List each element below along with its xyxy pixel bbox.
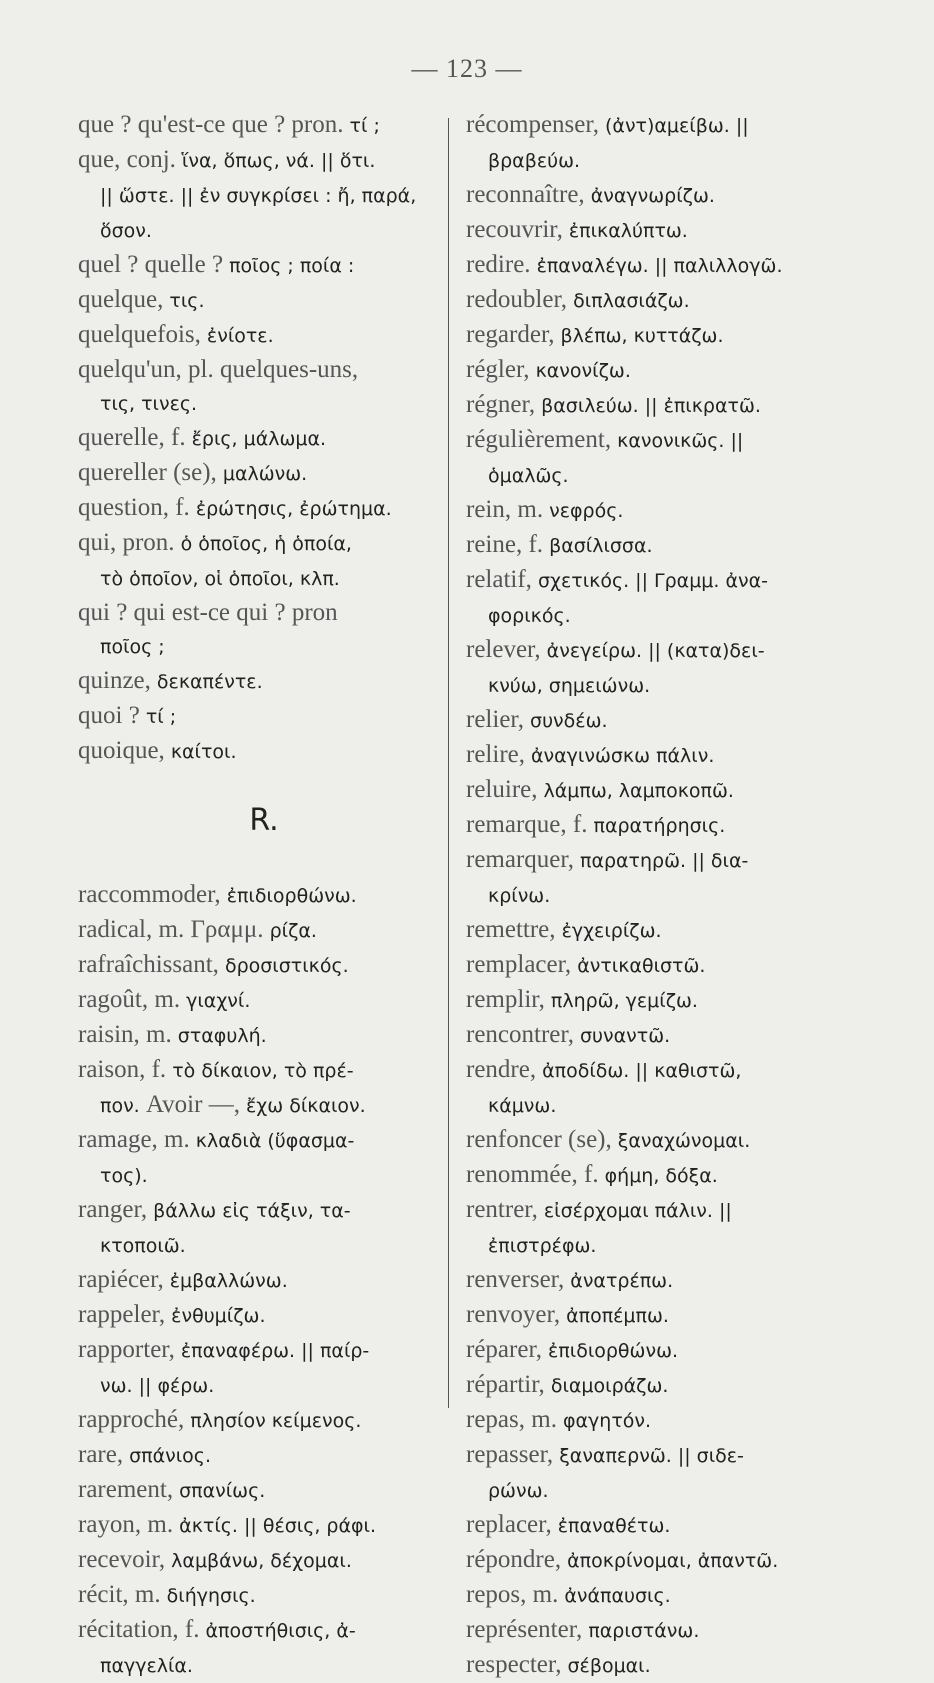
dictionary-entry	[78, 1473, 430, 1508]
entry-continuation	[466, 458, 866, 493]
entry-headword: ragoût, m.	[78, 986, 181, 1013]
entry-translation: ἐμβαλλώνω.	[163, 1270, 288, 1292]
dictionary-entry	[466, 1263, 866, 1298]
entry-headword: qui, pron.	[78, 529, 175, 556]
entry-translation: κλαδιὰ (ὕφασμα-	[189, 1130, 355, 1152]
entry-headword: renommée, f.	[466, 1161, 599, 1188]
dictionary-entry	[466, 1613, 866, 1648]
dictionary-entry	[78, 1298, 430, 1333]
entry-continuation	[78, 178, 430, 248]
dictionary-entry	[466, 423, 866, 493]
dictionary-entry	[78, 1543, 430, 1578]
entry-headword: récitation, f.	[78, 1616, 200, 1643]
dictionary-entry	[78, 596, 430, 664]
entry-translation: παρατηρῶ. || δια-	[573, 850, 749, 872]
entry-translation: λαμβάνω, δέχομαι.	[165, 1550, 352, 1572]
entry-translation: πληρῶ, γεμίζω.	[544, 990, 698, 1012]
entry-headword: rentrer,	[466, 1196, 538, 1223]
entry-headword: ramage, m.	[78, 1126, 190, 1153]
dictionary-entry	[78, 526, 430, 596]
entry-headword: quoi ?	[78, 702, 140, 729]
entry-headword: quelque,	[78, 286, 164, 313]
entry-translation: βάλλω εἰς τάξιν, τα-	[147, 1200, 351, 1222]
entry-headword: récit, m.	[78, 1581, 161, 1608]
entry-headword: qui ? qui est-ce qui ? pron	[78, 599, 338, 626]
dictionary-entry	[466, 1123, 866, 1158]
entry-translation: ἀντικαθιστῶ.	[571, 955, 706, 977]
entry-headword: régulièrement,	[466, 426, 612, 453]
entry-headword: répondre,	[466, 1546, 562, 1573]
entry-translation: ἐπιδιορθώνω.	[220, 885, 357, 907]
entry-headword: replacer,	[466, 1511, 552, 1538]
entry-translation-cont: κρίνω.	[488, 885, 551, 907]
entry-translation: βασίλισσα.	[543, 535, 653, 557]
entry-translation-cont: ρώνω.	[488, 1480, 549, 1502]
entry-headword: rencontrer,	[466, 1021, 574, 1048]
entry-headword: remettre,	[466, 916, 556, 943]
entry-translation-cont: ποῖος ;	[100, 636, 165, 658]
entry-translation: δροσιστικός.	[218, 955, 349, 977]
dictionary-entry	[466, 493, 866, 528]
dictionary-entry	[466, 283, 866, 318]
entry-continuation	[78, 561, 430, 596]
entry-translation-cont: ἐπιστρέφω.	[488, 1235, 597, 1257]
entry-continuation	[78, 1158, 430, 1193]
dictionary-entry	[466, 703, 866, 738]
entry-headword: repas, m.	[466, 1406, 557, 1433]
dictionary-entry	[78, 1578, 430, 1613]
left-column	[78, 108, 430, 1683]
entry-headword: quereller (se),	[78, 459, 217, 486]
dictionary-entry	[466, 1543, 866, 1578]
dictionary-entry	[78, 1193, 430, 1263]
entry-headword: récompenser,	[466, 111, 599, 138]
entry-translation: φαγητόν.	[556, 1410, 652, 1432]
dictionary-entry	[466, 108, 866, 178]
entry-headword: quel ? quelle ?	[78, 251, 224, 278]
entry-headword: rayon, m.	[78, 1511, 174, 1538]
right-column	[466, 108, 866, 1683]
entry-headword: raccommoder,	[78, 881, 221, 908]
entry-continuation	[466, 1228, 866, 1263]
entry-translation: κανονικῶς. ||	[611, 430, 744, 452]
entry-translation: ἀποπέμπω.	[560, 1305, 669, 1327]
dictionary-entry	[78, 1613, 430, 1683]
section-letter: R.	[249, 803, 279, 838]
entry-translation-cont: || ὥστε. || ἐν συγκρίσει : ἤ, παρά, ὅσον.	[100, 185, 417, 242]
entry-translation: σέβομαι.	[561, 1655, 651, 1677]
dictionary-entry	[466, 913, 866, 948]
dictionary-entry	[466, 178, 866, 213]
entry-headword: recevoir,	[78, 1546, 166, 1573]
entry-translation: τὸ δίκαιον, τὸ πρέ-	[166, 1060, 354, 1082]
entry-continuation	[78, 1228, 430, 1263]
entry-translation: ἐνθυμίζω.	[165, 1305, 266, 1327]
dictionary-entry	[466, 213, 866, 248]
dictionary-entry	[78, 108, 430, 143]
entry-headword: réparer,	[466, 1336, 543, 1363]
entry-headword: raisin, m.	[78, 1021, 172, 1048]
dictionary-entry	[78, 1333, 430, 1403]
entry-translation: σπάνιος.	[123, 1445, 211, 1467]
entry-headword: respecter,	[466, 1651, 562, 1678]
entry-translation: τις.	[163, 290, 205, 312]
r-entries	[78, 878, 430, 1683]
dictionary-entry	[78, 878, 430, 913]
entry-translation: συνδέω.	[523, 710, 608, 732]
dictionary-entry	[78, 283, 430, 318]
entry-headword: répartir,	[466, 1371, 545, 1398]
entry-translation: ἀνατρέπω.	[564, 1270, 674, 1292]
entry-translation: νεφρός.	[543, 500, 624, 522]
dictionary-entry	[78, 699, 430, 734]
dictionary-entry	[466, 528, 866, 563]
entry-headword: que ? qu'est-ce que ? pron.	[78, 111, 344, 138]
entry-translation: διαμοιράζω.	[544, 1375, 669, 1397]
dictionary-entry	[466, 1053, 866, 1123]
entry-continuation	[466, 1088, 866, 1123]
entry-headword: relier,	[466, 706, 524, 733]
entry-translation: (ἀντ)αμείβω. ||	[598, 115, 749, 137]
entry-translation-cont: κάμνω.	[488, 1095, 557, 1117]
dictionary-entry	[466, 353, 866, 388]
entry-translation-cont: τὸ ὁποῖον, οἱ ὁποῖοι, κλπ.	[100, 568, 340, 590]
entry-phrase: Avoir —,	[139, 1091, 240, 1118]
entry-translation: ἀκτίς. || θέσις, ράφι.	[173, 1515, 377, 1537]
entry-headword: relatif,	[466, 566, 532, 593]
entry-phrase-translation: ἔχω δίκαιον.	[239, 1095, 366, 1117]
entry-translation: ἐρώτησις, ἐρώτημα.	[189, 498, 392, 520]
dictionary-entry	[466, 1298, 866, 1333]
dictionary-entry	[78, 1438, 430, 1473]
entry-translation: ἐπικαλύπτω.	[562, 220, 688, 242]
dictionary-entry	[466, 738, 866, 773]
entry-headword: querelle, f.	[78, 424, 186, 451]
entry-headword: question, f.	[78, 494, 190, 521]
dictionary-entry	[466, 1403, 866, 1438]
dictionary-entry	[78, 1403, 430, 1438]
entry-headword: renvoyer,	[466, 1301, 561, 1328]
entry-continuation	[466, 143, 866, 178]
entry-translation: διήγησις.	[160, 1585, 256, 1607]
dictionary-entry	[466, 1333, 866, 1368]
entry-translation: λάμπω, λαμποκοπῶ.	[537, 780, 734, 802]
entry-translation: ἐπιδιορθώνω.	[542, 1340, 679, 1362]
dictionary-entry	[466, 633, 866, 703]
entry-translation: ἐγχειρίζω.	[555, 920, 662, 942]
entry-headword: rein, m.	[466, 496, 544, 523]
dictionary-entry	[466, 1508, 866, 1543]
r-entries-continued	[466, 108, 866, 1683]
entry-translation: γιαχνί.	[180, 990, 251, 1012]
entry-headword: rendre,	[466, 1056, 537, 1083]
dictionary-entry	[466, 773, 866, 808]
dictionary-entry	[78, 913, 430, 948]
dictionary-entry	[466, 1193, 866, 1263]
dictionary-entry	[466, 1018, 866, 1053]
entry-translation: σπανίως.	[173, 1480, 266, 1502]
entry-translation: ξαναπερνῶ. || σιδε-	[553, 1445, 744, 1467]
entry-headword: remplacer,	[466, 951, 572, 978]
entry-continuation	[466, 598, 866, 633]
entry-translation-cont: παγγελία.	[100, 1655, 193, 1677]
entry-translation: ἔρις, μάλωμα.	[185, 428, 327, 450]
dictionary-entry	[78, 1018, 430, 1053]
dictionary-entry	[78, 248, 430, 283]
entry-headword: rapproché,	[78, 1406, 185, 1433]
entry-headword: repasser,	[466, 1441, 554, 1468]
entry-continuation	[78, 1088, 430, 1123]
entry-headword: raison, f.	[78, 1056, 167, 1083]
entry-translation-cont: τις, τινες.	[100, 393, 198, 415]
dictionary-entry	[78, 664, 430, 699]
dictionary-entry	[78, 318, 430, 353]
dictionary-entry	[466, 248, 866, 283]
entry-translation-cont: νω. || φέρω.	[100, 1375, 215, 1397]
entry-translation: σχετικός. || Γραμμ. ἀνα-	[531, 570, 768, 592]
entry-headword: radical, m. Γραμμ.	[78, 916, 264, 943]
entry-translation: μαλώνω.	[216, 463, 308, 485]
entry-translation: ὁ ὁποῖος, ἡ ὁποία,	[174, 533, 352, 555]
entry-translation: τί ;	[139, 706, 177, 728]
entry-continuation	[466, 878, 866, 913]
dictionary-entry	[78, 456, 430, 491]
entry-headword: quinze,	[78, 667, 151, 694]
entry-translation: ἀποστήθισις, ἀ-	[199, 1620, 356, 1642]
entry-translation: ἵνα, ὅπως, νά. || ὅτι.	[175, 150, 376, 172]
entry-headword: redire.	[466, 251, 531, 278]
dictionary-entry	[78, 734, 430, 769]
dictionary-entry	[466, 808, 866, 843]
entry-translation: ἐπαναθέτω.	[551, 1515, 671, 1537]
dictionary-entry	[78, 1053, 430, 1123]
entry-translation-cont: κτοποιῶ.	[100, 1235, 186, 1257]
entry-translation: καίτοι.	[164, 741, 237, 763]
entry-headword: recouvrir,	[466, 216, 563, 243]
dictionary-entry	[466, 948, 866, 983]
entry-headword: renverser,	[466, 1266, 565, 1293]
dictionary-entry	[78, 1123, 430, 1193]
dictionary-entry	[466, 1578, 866, 1613]
entry-headword: reluire,	[466, 776, 538, 803]
entry-continuation	[78, 1368, 430, 1403]
entry-translation-cont: βραβεύω.	[488, 150, 581, 172]
entry-headword: redoubler,	[466, 286, 568, 313]
entry-headword: rarement,	[78, 1476, 174, 1503]
dictionary-entry	[78, 491, 430, 526]
entry-translation: πλησίον κείμενος.	[184, 1410, 362, 1432]
entry-headword: quelqu'un, pl. quelques-uns,	[78, 356, 359, 383]
dictionary-entry	[466, 1368, 866, 1403]
dictionary-entry	[466, 983, 866, 1018]
entry-translation: φήμη, δόξα.	[598, 1165, 718, 1187]
dictionary-entry	[78, 983, 430, 1018]
entry-translation: ποῖος ; ποία :	[223, 255, 355, 277]
entry-headword: renfoncer (se),	[466, 1126, 612, 1153]
entry-headword: relire,	[466, 741, 525, 768]
entry-headword: remarquer,	[466, 846, 574, 873]
entry-headword: rare,	[78, 1441, 124, 1468]
dictionary-entry	[466, 1648, 866, 1683]
dictionary-entry	[78, 1263, 430, 1298]
entry-headword: régler,	[466, 356, 530, 383]
entry-translation: ἀποκρίνομαι, ἀπαντῶ.	[561, 1550, 779, 1572]
entry-translation: κανονίζω.	[529, 360, 631, 382]
entry-headword: remplir,	[466, 986, 545, 1013]
dictionary-entry	[78, 143, 430, 248]
entry-translation: ἐπαναφέρω. || παίρ-	[174, 1340, 370, 1362]
entry-translation: εἰσέρχομαι πάλιν. ||	[537, 1200, 732, 1222]
entry-translation: ξαναχώνομαι.	[611, 1130, 751, 1152]
entry-headword: rafraîchissant,	[78, 951, 219, 978]
entry-translation: ἀναγνωρίζω.	[584, 185, 715, 207]
entry-headword: ranger,	[78, 1196, 148, 1223]
entry-translation: σταφυλή.	[171, 1025, 267, 1047]
entry-continuation	[466, 668, 866, 703]
entry-headword: rapiécer,	[78, 1266, 164, 1293]
entry-headword: reconnaître,	[466, 181, 585, 208]
entry-translation: συναντῶ.	[573, 1025, 671, 1047]
entry-continuation	[78, 386, 430, 421]
entry-translation: ρίζα.	[263, 920, 317, 942]
entry-translation: τί ;	[343, 115, 380, 137]
dictionary-entry	[78, 948, 430, 983]
entry-headword: que, conj.	[78, 146, 176, 173]
dictionary-entry	[78, 1508, 430, 1543]
dictionary-entry	[466, 563, 866, 633]
entry-continuation	[466, 1473, 866, 1508]
entry-translation: ἐπαναλέγω. || παλιλλογῶ.	[530, 255, 783, 277]
entry-headword: représenter,	[466, 1616, 583, 1643]
entry-translation-cont: κνύω, σημειώνω.	[488, 675, 651, 697]
entry-headword: reine, f.	[466, 531, 544, 558]
dictionary-entry	[466, 1438, 866, 1508]
entry-translation: ἀποδίδω. || καθιστῶ,	[536, 1060, 742, 1082]
entry-translation: ἀνεγείρω. || (κατα)δει-	[540, 640, 765, 662]
dictionary-entry	[466, 1158, 866, 1193]
entry-headword: quoique,	[78, 737, 165, 764]
entry-continuation	[78, 629, 430, 664]
q-entries	[78, 108, 430, 769]
entry-headword: rappeler,	[78, 1301, 166, 1328]
entry-translation-cont: τος).	[100, 1165, 148, 1187]
entry-headword: remarque, f.	[466, 811, 588, 838]
entry-headword: quelquefois,	[78, 321, 201, 348]
entry-translation: βλέπω, κυττάζω.	[554, 325, 724, 347]
column-divider	[448, 118, 449, 1408]
entry-translation: ἀνάπαυσις.	[558, 1585, 671, 1607]
entry-translation: παρατήρησις.	[587, 815, 726, 837]
dictionary-entry	[78, 421, 430, 456]
entry-translation-cont: φορικός.	[488, 605, 571, 627]
page-number: — 123 —	[411, 54, 523, 83]
entry-headword: rapporter,	[78, 1336, 175, 1363]
entry-translation-cont: ὁμαλῶς.	[488, 465, 569, 487]
entry-continuation	[78, 1648, 430, 1683]
dictionary-entry	[466, 843, 866, 913]
entry-headword: régner,	[466, 391, 536, 418]
dictionary-entry	[78, 353, 430, 421]
entry-translation: δεκαπέντε.	[150, 671, 263, 693]
entry-headword: regarder,	[466, 321, 555, 348]
dictionary-entry	[466, 388, 866, 423]
entry-translation: παριστάνω.	[582, 1620, 700, 1642]
entry-translation: ἀναγινώσκω πάλιν.	[524, 745, 715, 767]
entry-translation: βασιλεύω. || ἐπικρατῶ.	[535, 395, 761, 417]
dictionary-entry	[466, 318, 866, 353]
entry-headword: relever,	[466, 636, 541, 663]
entry-translation-cont: πον.	[100, 1095, 140, 1117]
entry-translation: ἐνίοτε.	[200, 325, 274, 347]
entry-translation: διπλασιάζω.	[567, 290, 690, 312]
entry-headword: repos, m.	[466, 1581, 559, 1608]
